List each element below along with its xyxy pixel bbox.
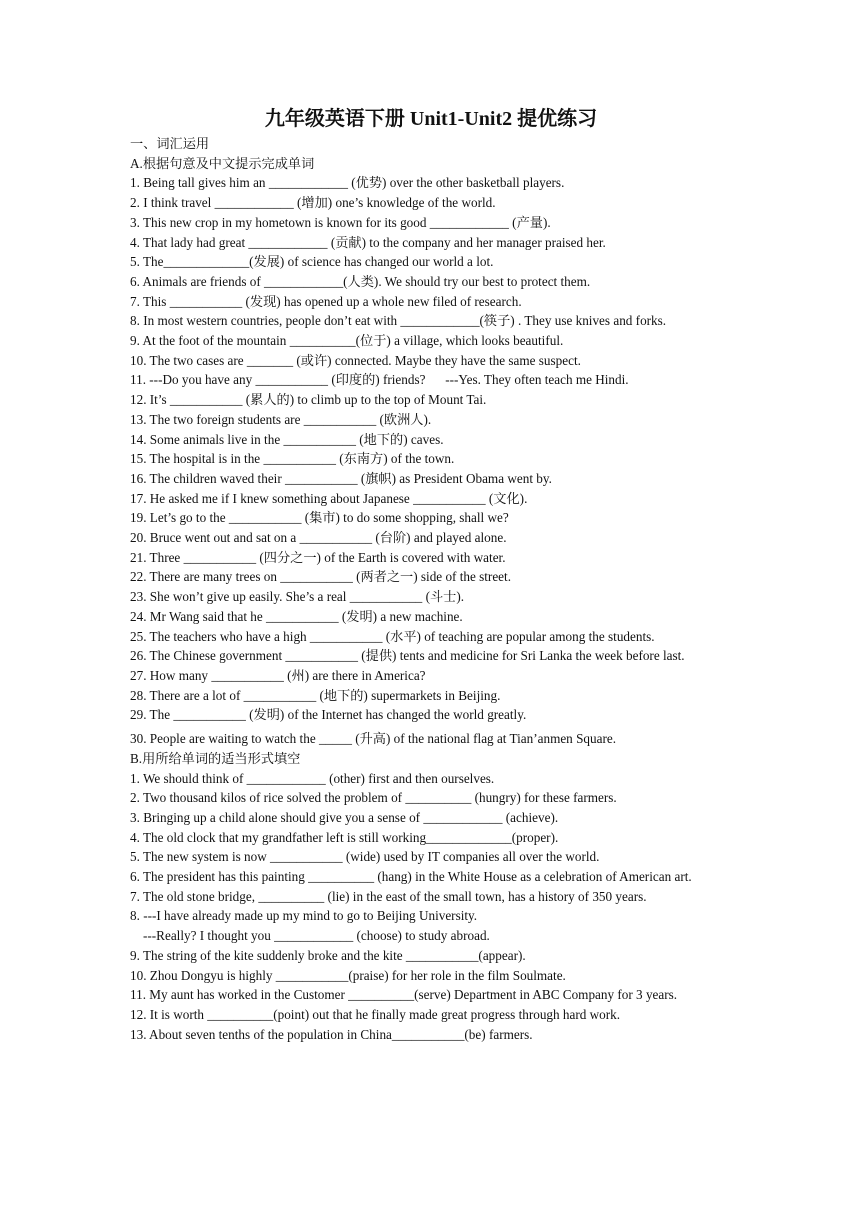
exercise-item: 13. About seven tenths of the population in China___________(be) farmers. [130,1026,533,1042]
part-a-heading: A.根据句意及中文提示完成单词 [130,155,315,171]
exercise-item: 15. The hospital is in the ___________ (东南方) of the town. [130,451,455,467]
exercise-item: 6. The president has this painting __________ (hang) in the White House as a celebration of American art. [130,869,692,885]
exercise-item: 7. The old stone bridge, __________ (lie) in the east of the small town, has a history of 350 years. [130,888,647,904]
exercise-item: 16. The children waved their ___________ (旗帜) as President Obama went by. [130,470,552,486]
exercise-item: 2. I think travel ____________ (增加) one’s knowledge of the world. [130,195,496,211]
exercise-item: 8. In most western countries, people don’t eat with ____________(筷子) . They use knives and forks. [130,313,667,329]
exercise-item: 28. There are a lot of ___________ (地下的) supermarkets in Beijing. [130,687,501,703]
exercise-item: 25. The teachers who have a high ___________ (水平) of teaching are popular among the students. [130,628,655,644]
exercise-item: 20. Bruce went out and sat on a ___________ (台阶) and played alone. [130,530,507,546]
exercise-item: 22. There are many trees on ___________ (两者之一) side of the street. [130,569,511,585]
exercise-item: 5. The_____________(发展) of science has changed our world a lot. [130,254,494,270]
exercise-item: 13. The two foreign students are ___________ (欧洲人). [130,411,432,427]
part-a-list [130,173,732,748]
exercise-item: 9. At the foot of the mountain __________(位于) a village, which looks beautiful. [130,333,564,349]
exercise-item: 11. My aunt has worked in the Customer __________(serve) Department in ABC Company for 3 years. [130,987,678,1003]
exercise-item: 3. Bringing up a child alone should give you a sense of ____________ (achieve). [130,809,559,825]
exercise-item: 4. That lady had great ____________ (贡献) to the company and her manager praised her. [130,234,606,250]
part-b-heading: B.用所给单词的适当形式填空 [130,750,301,766]
exercise-item: ---Really? I thought you ____________ (choose) to study abroad. [143,928,490,944]
exercise-item: 7. This ___________ (发现) has opened up a whole new filed of research. [130,293,522,309]
exercise-item: 2. Two thousand kilos of rice solved the problem of __________ (hungry) for these farmers. [130,790,617,806]
exercise-item: 4. The old clock that my grandfather left is still working_____________(proper). [130,829,559,845]
exercise-item: 27. How many ___________ (州) are there in America? [130,667,426,683]
exercise-item: 8. ---I have already made up my mind to go to Beijing University. [130,908,478,924]
exercise-item: 19. Let’s go to the ___________ (集市) to do some shopping, shall we? [130,510,509,526]
exercise-item: 10. Zhou Dongyu is highly ___________(praise) for her role in the film Soulmate. [130,967,566,983]
exercise-item: 29. The ___________ (发明) of the Internet has changed the world greatly. [130,707,527,723]
exercise-item: 6. Animals are friends of ____________(人类). We should try our best to protect them. [130,273,591,289]
worksheet-title: 九年级英语下册 Unit1-Unit2 提优练习 [264,108,598,130]
worksheet-page [130,104,732,1044]
exercise-item: 12. It is worth __________(point) out that he finally made great progress through hard work. [130,1006,621,1022]
exercise-item: 5. The new system is now ___________ (wide) used by IT companies all over the world. [130,849,600,865]
exercise-item: 23. She won’t give up easily. She’s a real ___________ (斗士). [130,589,465,605]
exercise-item: 9. The string of the kite suddenly broke and the kite ___________(appear). [130,947,526,963]
exercise-item: 24. Mr Wang said that he ___________ (发明) a new machine. [130,608,463,624]
exercise-item: 11. ---Do you have any ___________ (印度的) friends? ---Yes. They often teach me Hindi. [130,372,629,388]
section-heading: 一、词汇运用 [130,136,210,151]
exercise-item: 10. The two cases are _______ (或许) connected. Maybe they have the same suspect. [130,352,581,368]
exercise-item: 17. He asked me if I knew something about Japanese ___________ (文化). [130,490,528,506]
exercise-item: 21. Three ___________ (四分之一) of the Earth is covered with water. [130,549,506,565]
exercise-item: 12. It’s ___________ (累人的) to climb up to the top of Mount Tai. [130,392,487,408]
part-b-list [130,769,732,1045]
exercise-item: 1. We should think of ____________ (other) first and then ourselves. [130,770,495,786]
exercise-item: 30. People are waiting to watch the _____ (升高) of the national flag at Tian’anmen Square. [130,731,616,747]
exercise-item: 1. Being tall gives him an ____________ (优势) over the other basketball players. [130,175,565,191]
exercise-item: 3. This new crop in my hometown is known for its good ____________ (产量). [130,214,551,230]
exercise-item: 26. The Chinese government ___________ (提供) tents and medicine for Sri Lanka the week before last. [130,648,685,664]
exercise-item: 14. Some animals live in the ___________ (地下的) caves. [130,431,444,447]
